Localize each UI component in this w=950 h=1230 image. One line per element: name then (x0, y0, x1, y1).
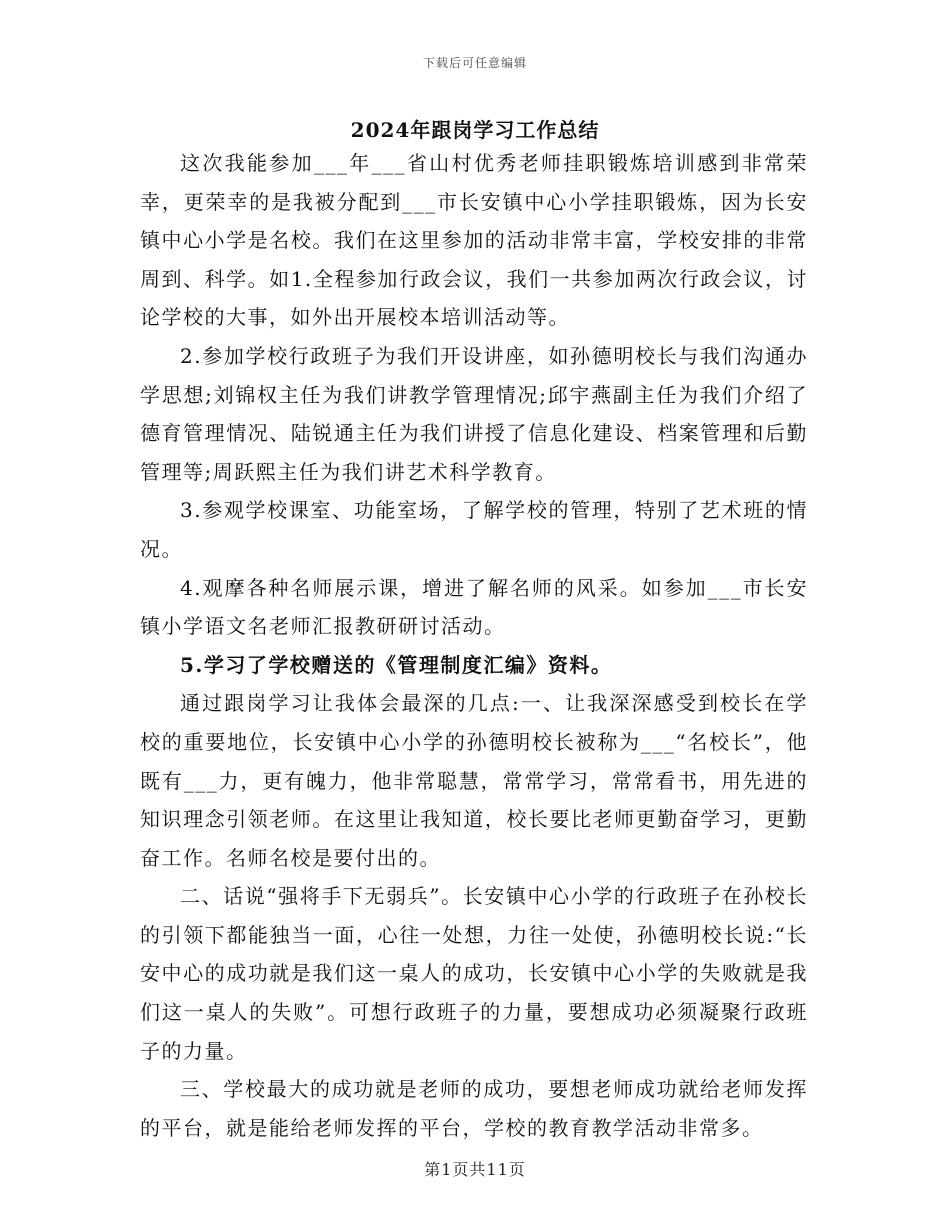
paragraph-item-4: 4.观摩各种名师展示课，增进了解名师的风采。如参加___市长安镇小学语文名老师汇报教研研讨活动。 (140, 575, 808, 639)
paragraph-item-3: 3.参观学校课室、功能室场，了解学校的管理，特别了艺术班的情况。 (140, 498, 808, 561)
page-footer: 第1页共11页 (424, 1160, 526, 1179)
paragraph-reflection-1: 通过跟岗学习让我体会最深的几点:一、让我深深感受到校长在学校的重要地位，长安镇中心小学的孙德明校长被称为___“名校长”，他既有___力，更有魄力，他非常聪慧，常常学习，常常看书，用先进的知识理念引领老师。在这里让我知道，校长要比老师更勤奋学习，更勤奋工作。名师名校是要付出的。 (140, 691, 808, 870)
paragraph-reflection-2: 二、话说“强将手下无弱兵”。长安镇中心小学的行政班子在孙校长的引领下都能独当一面，心往一处想，力往一处使，孙德明校长说:“长安中心的成功就是我们这一桌人的成功，长安镇中心小学的失败就是我们这一桌人的失败”。可想行政班子的力量，要想成功必须凝聚行政班子的力量。 (140, 884, 808, 1063)
paragraph-intro: 这次我能参加___年___省山村优秀老师挂职锻炼培训感到非常荣幸，更荣幸的是我被分配到___市长安镇中心小学挂职锻炼，因为长安镇中心小学是名校。我们在这里参加的活动非常丰富，学校安排的非常周到、科学。如1.全程参加行政会议，我们一共参加两次行政会议，讨论学校的大事，如外出开展校本培训活动等。 (140, 151, 808, 330)
paragraph-item-2: 2.参加学校行政班子为我们开设讲座，如孙德明校长与我们沟通办学思想;刘锦权主任为我们讲教学管理情况;邱宇燕副主任为我们介绍了德育管理情况、陆锐通主任为我们讲授了信息化建设、档案管理和后勤管理等;周跃熙主任为我们讲艺术科学教育。 (140, 343, 808, 484)
document-body (140, 144, 808, 1147)
paragraph-reflection-3: 三、学校最大的成功就是老师的成功，要想老师成功就给老师发挥的平台，就是能给老师发挥的平台，学校的教育教学活动非常多。 (140, 1077, 808, 1140)
document-title: 2024年跟岗学习工作总结 (350, 118, 600, 142)
paragraph-item-5: 5.学习了学校赠送的《管理制度汇编》资料。 (180, 652, 613, 677)
header-note: 下载后可任意编辑 (422, 56, 527, 70)
